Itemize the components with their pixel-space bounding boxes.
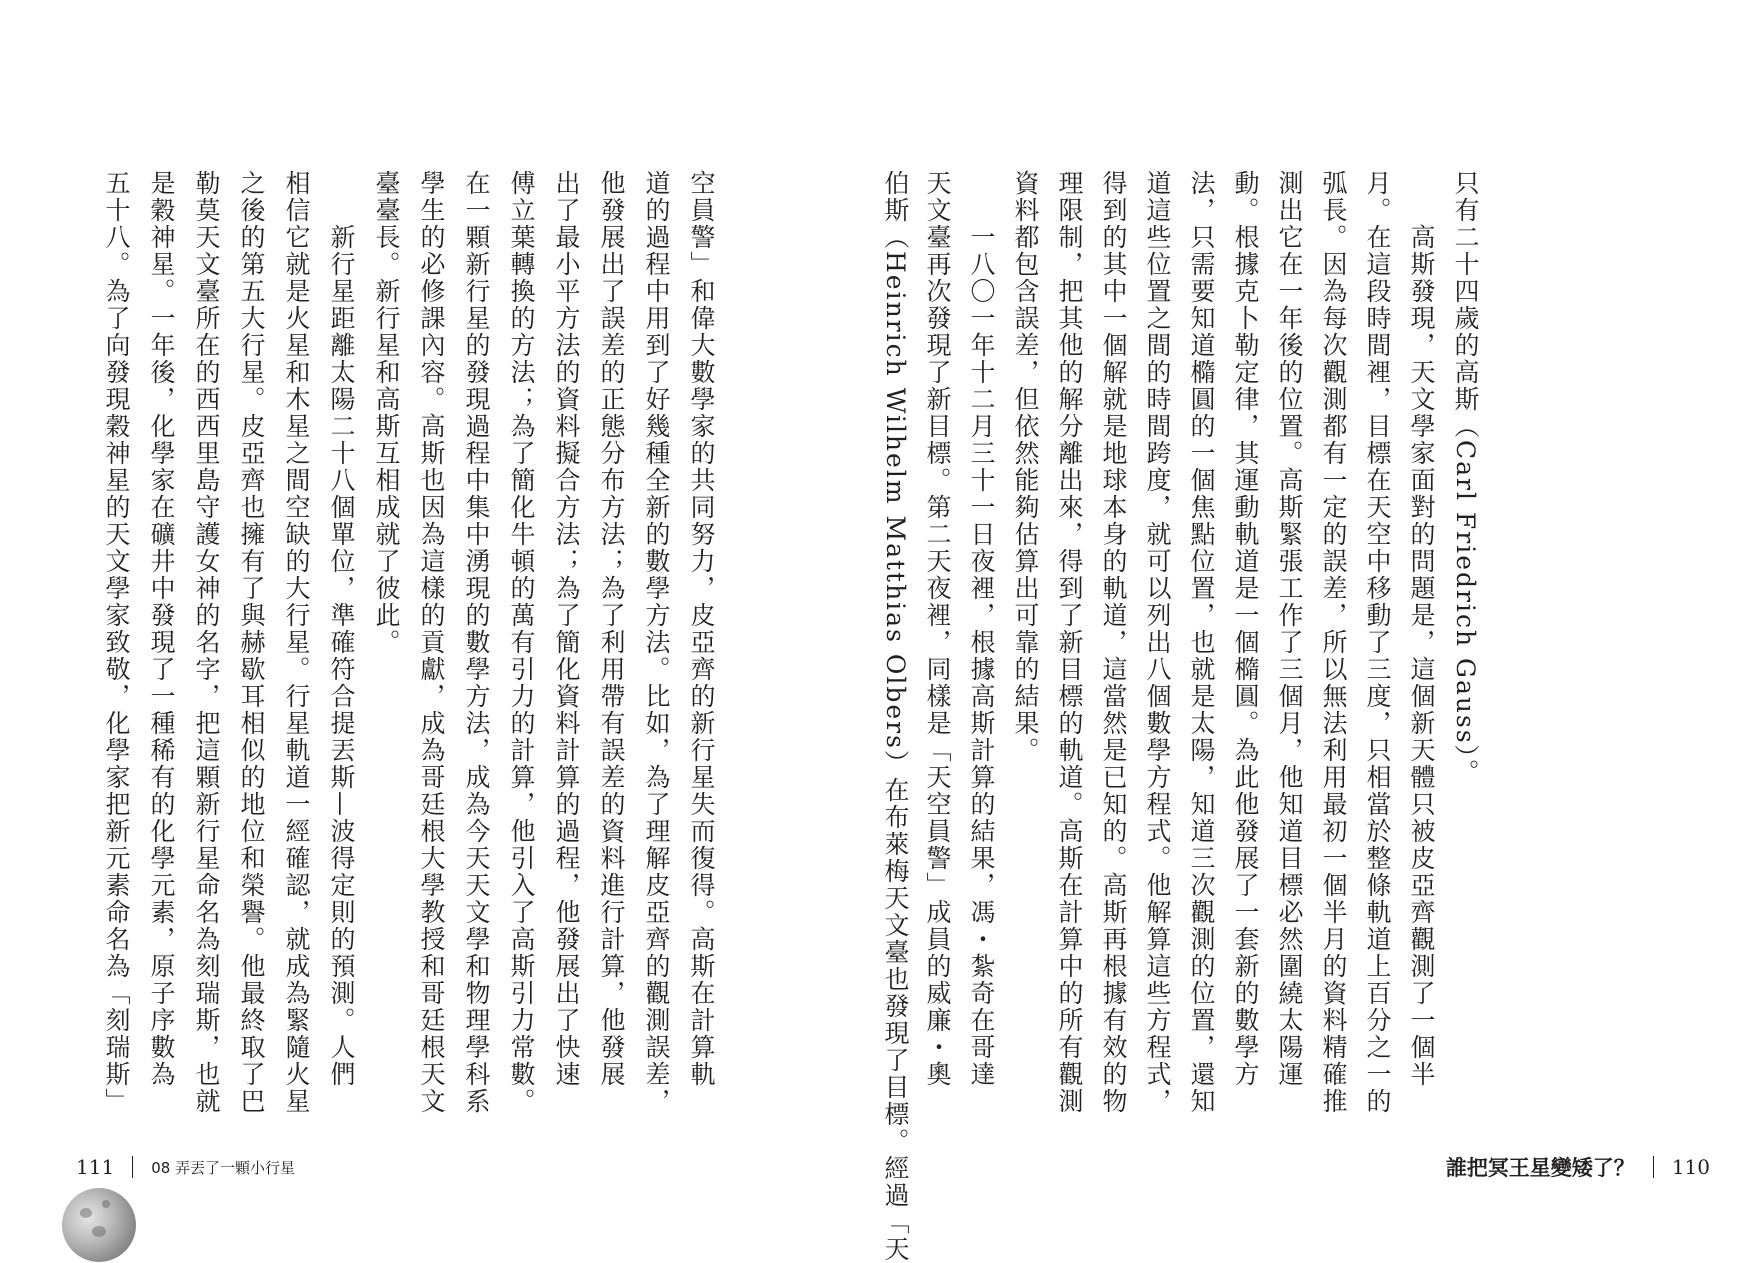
left-column-12: 勒莫天文臺所在的西西里島守護女神的名字，把這顆新行星命名為刻瑞斯，也就	[192, 170, 221, 1115]
crater-mark	[92, 1226, 106, 1237]
left-column-5: 傅立葉轉換的方法；為了簡化牛頓的萬有引力的計算，他引入了高斯引力常數。	[507, 170, 536, 1115]
book-title: 誰把冥王星變矮了？	[1445, 1155, 1635, 1180]
left-column-11: 之後的第五大行星。皮亞齊也擁有了與赫歇耳相似的地位和榮譽。他最終取了巴	[237, 170, 266, 1115]
left-column-14: 五十八。為了向發現穀神星的天文學家致敬，化學家把新元素命名為「刻瑞斯」	[102, 170, 131, 1115]
right-column-14: 伯斯（Heinrich Wilhelm Matthias Olbers）在布萊梅天文臺也發現了目標。經過「天	[881, 170, 910, 1263]
crater-mark	[102, 1200, 110, 1208]
left-column-9: 新行星距離太陽二十八個單位，準確符合提丟斯—波得定則的預測。人們	[327, 170, 356, 1088]
left-column-10: 相信它就是火星和木星之間空缺的大行星。行星軌道一經確認，就成為緊隨火星	[282, 170, 311, 1115]
left-column-2: 道的過程中用到了好幾種全新的數學方法。比如，為了理解皮亞齊的觀測誤差，	[642, 170, 671, 1115]
right-column-5: 測出它在一年後的位置。高斯緊張工作了三個月，他知道目標必然圍繞太陽運	[1275, 170, 1304, 1088]
right-column-7: 法，只需要知道橢圓的一個焦點位置，也就是太陽，知道三次觀測的位置，還知	[1187, 170, 1216, 1115]
left-column-1: 空員警」和偉大數學家的共同努力，皮亞齊的新行星失而復得。高斯在計算軌	[687, 170, 716, 1088]
right-footer	[1446, 1152, 1710, 1182]
left-column-13: 是穀神星。一年後，化學家在礦井中發現了一種稀有的化學元素，原子序數為	[147, 170, 176, 1088]
left-column-8: 臺臺長。新行星和高斯互相成就了彼此。	[372, 170, 401, 656]
left-footer	[76, 1152, 295, 1182]
right-column-11: 資料都包含誤差，但依然能夠估算出可靠的結果。	[1011, 170, 1040, 764]
chapter-label: 08 弄丟了一顆小行星	[151, 1158, 296, 1177]
moon-icon	[62, 1188, 136, 1262]
left-page	[0, 0, 874, 1240]
left-page-number: 111	[76, 1155, 115, 1179]
right-column-13: 天文臺再次發現了新目標。第二天夜裡，同樣是「天空員警」成員的威廉・奧	[923, 170, 952, 1088]
left-column-6: 在一顆新行星的發現過程中集中湧現的數學方法，成為今天天文學和物理學科系	[462, 170, 491, 1115]
crater-mark	[80, 1208, 92, 1218]
left-column-4: 出了最小平方法的資料擬合方法；為了簡化資料計算的過程，他發展出了快速	[552, 170, 581, 1088]
right-column-2: 高斯發現，天文學家面對的問題是，這個新天體只被皮亞齊觀測了一個半	[1407, 170, 1436, 1088]
right-page	[874, 0, 1748, 1263]
right-column-3: 月。在這段時間裡，目標在天空中移動了三度，只相當於整條軌道上百分之一的	[1363, 170, 1392, 1115]
right-column-9: 得到的其中一個解就是地球本身的軌道，這當然是已知的。高斯再根據有效的物	[1099, 170, 1128, 1115]
footer-divider	[132, 1156, 133, 1178]
right-column-1: 只有二十四歲的高斯（Carl Friedrich Gauss）。	[1451, 170, 1480, 787]
left-column-3: 他發展出了誤差的正態分布方法；為了利用帶有誤差的資料進行計算，他發展	[597, 170, 626, 1088]
left-column-7: 學生的必修課內容。高斯也因為這樣的貢獻，成為哥廷根大學教授和哥廷根天文	[417, 170, 446, 1115]
footer-divider	[1653, 1156, 1654, 1178]
right-column-12: 一八〇一年十二月三十一日夜裡，根據高斯計算的結果，馮・紮奇在哥達	[967, 170, 996, 1088]
right-page-number: 110	[1671, 1155, 1710, 1179]
right-column-6: 動。根據克卜勒定律，其運動軌道是一個橢圓。為此他發展了一套新的數學方	[1231, 170, 1260, 1088]
right-column-8: 道這些位置之間的時間跨度，就可以列出八個數學方程式。他解算這些方程式，	[1143, 170, 1172, 1115]
right-column-4: 弧長。因為每次觀測都有一定的誤差，所以無法利用最初一個半月的資料精確推	[1319, 170, 1348, 1115]
right-column-10: 理限制，把其他的解分離出來，得到了新目標的軌道。高斯在計算中的所有觀測	[1055, 170, 1084, 1115]
